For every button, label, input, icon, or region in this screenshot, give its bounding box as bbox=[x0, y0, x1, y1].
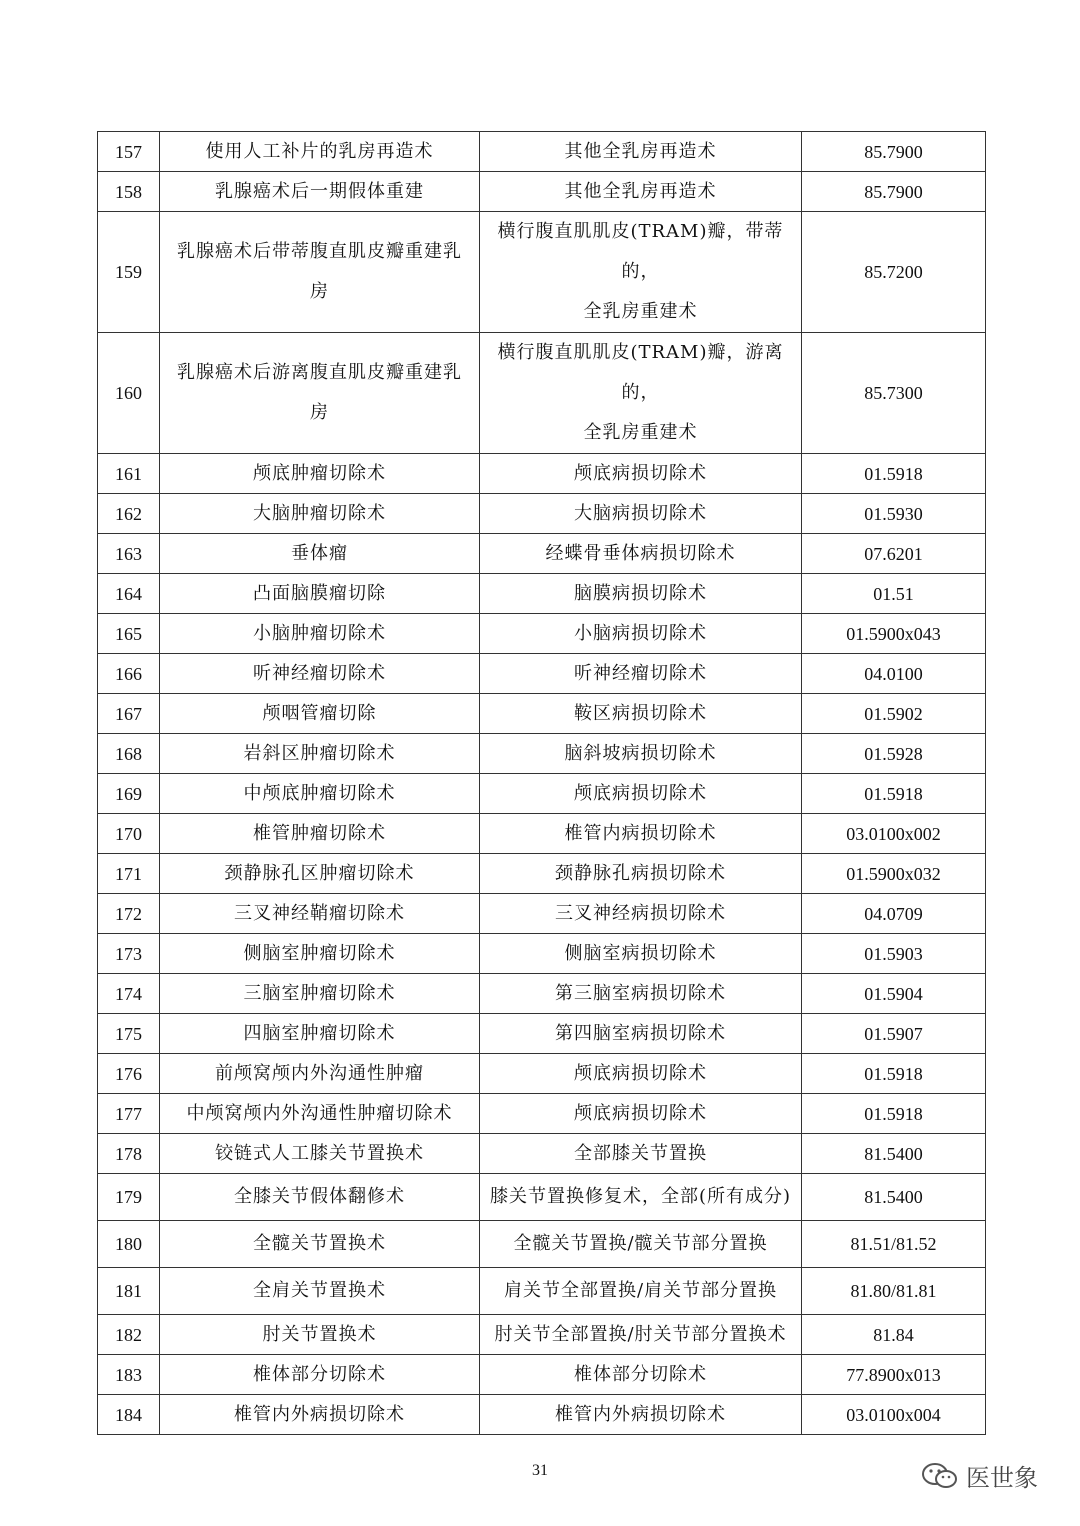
table-row bbox=[98, 574, 986, 614]
table-row bbox=[98, 774, 986, 814]
table-row bbox=[98, 172, 986, 212]
cell-operation-name-line: 颅底病损切除术 bbox=[574, 1062, 707, 1084]
cell-index: 168 bbox=[98, 734, 160, 774]
wechat-icon bbox=[920, 1461, 960, 1491]
cell-procedure-name-line: 前颅窝颅内外沟通性肿瘤 bbox=[215, 1062, 424, 1084]
cell-code: 85.7300 bbox=[802, 333, 986, 454]
cell-procedure-name bbox=[160, 894, 480, 934]
cell-code: 01.5930 bbox=[802, 494, 986, 534]
cell-operation-name bbox=[480, 1268, 802, 1315]
cell-procedure-name bbox=[160, 614, 480, 654]
cell-index: 174 bbox=[98, 974, 160, 1014]
cell-procedure-name-line: 铰链式人工膝关节置换术 bbox=[215, 1142, 424, 1164]
cell-index: 162 bbox=[98, 494, 160, 534]
cell-procedure-name bbox=[160, 1315, 480, 1355]
table-row bbox=[98, 614, 986, 654]
cell-index: 167 bbox=[98, 694, 160, 734]
cell-procedure-name-line: 小脑肿瘤切除术 bbox=[253, 622, 386, 644]
cell-code: 01.5903 bbox=[802, 934, 986, 974]
cell-operation-name bbox=[480, 1355, 802, 1395]
table-row bbox=[98, 934, 986, 974]
cell-code: 01.5900x032 bbox=[802, 854, 986, 894]
table-row bbox=[98, 1014, 986, 1054]
cell-procedure-name-line: 四脑室肿瘤切除术 bbox=[243, 1022, 396, 1044]
cell-operation-name bbox=[480, 1054, 802, 1094]
table-row bbox=[98, 694, 986, 734]
watermark-text: 医世象 bbox=[966, 1464, 1038, 1492]
cell-index: 160 bbox=[98, 333, 160, 454]
cell-index: 161 bbox=[98, 454, 160, 494]
cell-procedure-name-line: 颅咽管瘤切除 bbox=[262, 702, 377, 724]
cell-operation-name-line: 第四脑室病损切除术 bbox=[555, 1022, 726, 1044]
cell-procedure-name bbox=[160, 734, 480, 774]
cell-operation-name-line: 其他全乳房再造术 bbox=[564, 140, 717, 162]
table-row bbox=[98, 854, 986, 894]
cell-operation-name-line: 三叉神经病损切除术 bbox=[555, 902, 726, 924]
cell-procedure-name bbox=[160, 454, 480, 494]
table-row bbox=[98, 1134, 986, 1174]
cell-procedure-name-line: 大脑肿瘤切除术 bbox=[253, 502, 386, 524]
cell-code: 77.8900x013 bbox=[802, 1355, 986, 1395]
cell-operation-name bbox=[480, 934, 802, 974]
cell-code: 01.5918 bbox=[802, 774, 986, 814]
cell-procedure-name-line: 颈静脉孔区肿瘤切除术 bbox=[224, 862, 415, 884]
cell-operation-name bbox=[480, 894, 802, 934]
cell-operation-name bbox=[480, 654, 802, 694]
table-row bbox=[98, 1221, 986, 1268]
cell-operation-name bbox=[480, 1221, 802, 1268]
cell-procedure-name bbox=[160, 1221, 480, 1268]
cell-index: 164 bbox=[98, 574, 160, 614]
cell-operation-name bbox=[480, 814, 802, 854]
cell-procedure-name-line: 房 bbox=[310, 402, 329, 423]
cell-code: 01.5904 bbox=[802, 974, 986, 1014]
cell-index: 179 bbox=[98, 1174, 160, 1221]
cell-procedure-name-line: 椎体部分切除术 bbox=[253, 1363, 386, 1385]
cell-index: 175 bbox=[98, 1014, 160, 1054]
table-row bbox=[98, 734, 986, 774]
table-row bbox=[98, 814, 986, 854]
cell-operation-name bbox=[480, 1094, 802, 1134]
cell-code: 01.5918 bbox=[802, 1054, 986, 1094]
cell-procedure-name-line: 乳腺癌术后游离腹直肌皮瓣重建乳 bbox=[177, 362, 462, 383]
cell-operation-name-line: 椎管内病损切除术 bbox=[564, 822, 717, 844]
cell-operation-name-line: 颅底病损切除术 bbox=[574, 462, 707, 484]
table-row bbox=[98, 1174, 986, 1221]
cell-procedure-name bbox=[160, 1268, 480, 1315]
cell-procedure-name-line: 三叉神经鞘瘤切除术 bbox=[234, 902, 405, 924]
cell-code: 01.5900x043 bbox=[802, 614, 986, 654]
cell-procedure-name bbox=[160, 1395, 480, 1435]
cell-operation-name-line: 其他全乳房再造术 bbox=[564, 180, 717, 202]
cell-operation-name-line: 全部膝关节置换 bbox=[574, 1142, 707, 1164]
cell-operation-name bbox=[480, 132, 802, 172]
page-number: 31 bbox=[532, 1462, 548, 1479]
cell-procedure-name bbox=[160, 1355, 480, 1395]
cell-procedure-name-line: 全膝关节假体翻修术 bbox=[234, 1186, 405, 1207]
cell-code: 01.5902 bbox=[802, 694, 986, 734]
cell-operation-name-line: 颅底病损切除术 bbox=[574, 782, 707, 804]
cell-operation-name bbox=[480, 1174, 802, 1221]
cell-procedure-name-line: 垂体瘤 bbox=[291, 542, 348, 564]
table-row bbox=[98, 534, 986, 574]
cell-procedure-name-line: 椎管肿瘤切除术 bbox=[253, 822, 386, 844]
cell-procedure-name bbox=[160, 1014, 480, 1054]
cell-operation-name bbox=[480, 1315, 802, 1355]
table-row bbox=[98, 1395, 986, 1435]
cell-procedure-name bbox=[160, 1094, 480, 1134]
watermark bbox=[920, 1458, 1038, 1493]
cell-procedure-name bbox=[160, 494, 480, 534]
cell-procedure-name-line: 颅底肿瘤切除术 bbox=[253, 462, 386, 484]
cell-procedure-name bbox=[160, 172, 480, 212]
cell-procedure-name-line: 中颅底肿瘤切除术 bbox=[243, 782, 396, 804]
cell-index: 165 bbox=[98, 614, 160, 654]
cell-index: 169 bbox=[98, 774, 160, 814]
cell-index: 176 bbox=[98, 1054, 160, 1094]
cell-operation-name-line: 脑斜坡病损切除术 bbox=[564, 742, 717, 764]
cell-procedure-name bbox=[160, 854, 480, 894]
cell-index: 159 bbox=[98, 212, 160, 333]
table-body bbox=[98, 132, 986, 1435]
table-row bbox=[98, 894, 986, 934]
table-row bbox=[98, 654, 986, 694]
cell-operation-name-line: 肩关节全部置换/肩关节部分置换 bbox=[503, 1280, 778, 1301]
cell-operation-name-line: 横行腹直肌肌皮(TRAM)瓣，带蒂的， bbox=[497, 221, 784, 282]
cell-operation-name bbox=[480, 534, 802, 574]
cell-operation-name-line: 椎体部分切除术 bbox=[574, 1363, 707, 1385]
cell-code: 81.84 bbox=[802, 1315, 986, 1355]
cell-procedure-name bbox=[160, 1134, 480, 1174]
cell-index: 178 bbox=[98, 1134, 160, 1174]
cell-operation-name-line: 椎管内外病损切除术 bbox=[555, 1403, 726, 1425]
cell-procedure-name-line: 乳腺癌术后一期假体重建 bbox=[215, 180, 424, 202]
cell-procedure-name bbox=[160, 333, 480, 454]
cell-index: 181 bbox=[98, 1268, 160, 1315]
cell-procedure-name-line: 凸面脑膜瘤切除 bbox=[253, 582, 386, 604]
cell-code: 01.5918 bbox=[802, 1094, 986, 1134]
cell-procedure-name bbox=[160, 694, 480, 734]
cell-index: 184 bbox=[98, 1395, 160, 1435]
cell-operation-name bbox=[480, 333, 802, 454]
cell-code: 04.0100 bbox=[802, 654, 986, 694]
cell-operation-name bbox=[480, 172, 802, 212]
cell-procedure-name-line: 侧脑室肿瘤切除术 bbox=[243, 942, 396, 964]
cell-code: 01.51 bbox=[802, 574, 986, 614]
table-row bbox=[98, 1315, 986, 1355]
cell-code: 07.6201 bbox=[802, 534, 986, 574]
cell-operation-name bbox=[480, 734, 802, 774]
cell-index: 166 bbox=[98, 654, 160, 694]
cell-code: 81.5400 bbox=[802, 1174, 986, 1221]
cell-operation-name-line: 全乳房重建术 bbox=[583, 422, 698, 443]
table-row bbox=[98, 1268, 986, 1315]
cell-operation-name bbox=[480, 494, 802, 534]
cell-operation-name bbox=[480, 212, 802, 333]
cell-operation-name-line: 听神经瘤切除术 bbox=[574, 662, 707, 684]
cell-operation-name-line: 第三脑室病损切除术 bbox=[555, 982, 726, 1004]
cell-index: 173 bbox=[98, 934, 160, 974]
cell-operation-name bbox=[480, 614, 802, 654]
cell-operation-name-line: 经蝶骨垂体病损切除术 bbox=[545, 542, 736, 564]
cell-procedure-name-line: 三脑室肿瘤切除术 bbox=[243, 982, 396, 1004]
cell-operation-name bbox=[480, 1134, 802, 1174]
cell-index: 183 bbox=[98, 1355, 160, 1395]
cell-code: 01.5907 bbox=[802, 1014, 986, 1054]
cell-operation-name-line: 全髋关节置换/髋关节部分置换 bbox=[513, 1233, 768, 1254]
table-row bbox=[98, 1094, 986, 1134]
cell-code: 01.5928 bbox=[802, 734, 986, 774]
cell-procedure-name bbox=[160, 654, 480, 694]
cell-procedure-name bbox=[160, 1174, 480, 1221]
cell-procedure-name bbox=[160, 212, 480, 333]
cell-index: 182 bbox=[98, 1315, 160, 1355]
cell-procedure-name bbox=[160, 574, 480, 614]
cell-procedure-name-line: 中颅窝颅内外沟通性肿瘤切除术 bbox=[186, 1102, 453, 1124]
cell-operation-name bbox=[480, 774, 802, 814]
cell-index: 177 bbox=[98, 1094, 160, 1134]
cell-operation-name-line: 大脑病损切除术 bbox=[574, 502, 707, 524]
procedure-table bbox=[97, 131, 986, 1435]
cell-procedure-name bbox=[160, 1054, 480, 1094]
cell-procedure-name bbox=[160, 974, 480, 1014]
table-row bbox=[98, 1355, 986, 1395]
cell-index: 172 bbox=[98, 894, 160, 934]
table-row bbox=[98, 212, 986, 333]
cell-procedure-name-line: 全肩关节置换术 bbox=[253, 1280, 386, 1301]
cell-procedure-name-line: 乳腺癌术后带蒂腹直肌皮瓣重建乳 bbox=[177, 241, 462, 262]
cell-code: 03.0100x004 bbox=[802, 1395, 986, 1435]
cell-code: 85.7900 bbox=[802, 132, 986, 172]
cell-procedure-name bbox=[160, 774, 480, 814]
cell-operation-name-line: 侧脑室病损切除术 bbox=[564, 942, 717, 964]
cell-index: 171 bbox=[98, 854, 160, 894]
cell-procedure-name bbox=[160, 132, 480, 172]
cell-operation-name bbox=[480, 854, 802, 894]
cell-operation-name bbox=[480, 1014, 802, 1054]
cell-procedure-name-line: 岩斜区肿瘤切除术 bbox=[243, 742, 396, 764]
cell-operation-name-line: 颅底病损切除术 bbox=[574, 1102, 707, 1124]
cell-procedure-name-line: 肘关节置换术 bbox=[262, 1323, 377, 1345]
cell-operation-name-line: 横行腹直肌肌皮(TRAM)瓣，游离的， bbox=[497, 342, 784, 403]
table-row bbox=[98, 132, 986, 172]
cell-operation-name-line: 全乳房重建术 bbox=[583, 301, 698, 322]
cell-procedure-name-line: 房 bbox=[310, 281, 329, 302]
cell-operation-name bbox=[480, 1395, 802, 1435]
cell-operation-name-line: 鞍区病损切除术 bbox=[574, 702, 707, 724]
cell-procedure-name-line: 使用人工补片的乳房再造术 bbox=[205, 140, 434, 162]
cell-index: 180 bbox=[98, 1221, 160, 1268]
table-row bbox=[98, 1054, 986, 1094]
cell-operation-name bbox=[480, 454, 802, 494]
table-row bbox=[98, 494, 986, 534]
cell-code: 04.0709 bbox=[802, 894, 986, 934]
cell-code: 01.5918 bbox=[802, 454, 986, 494]
cell-operation-name-line: 肘关节全部置换/肘关节部分置换术 bbox=[494, 1323, 787, 1345]
cell-procedure-name bbox=[160, 534, 480, 574]
cell-index: 163 bbox=[98, 534, 160, 574]
cell-procedure-name bbox=[160, 814, 480, 854]
cell-code: 85.7200 bbox=[802, 212, 986, 333]
cell-operation-name bbox=[480, 694, 802, 734]
cell-procedure-name bbox=[160, 934, 480, 974]
cell-procedure-name-line: 听神经瘤切除术 bbox=[253, 662, 386, 684]
cell-operation-name-line: 颈静脉孔病损切除术 bbox=[555, 862, 726, 884]
table-row bbox=[98, 333, 986, 454]
cell-operation-name bbox=[480, 574, 802, 614]
cell-operation-name bbox=[480, 974, 802, 1014]
cell-code: 85.7900 bbox=[802, 172, 986, 212]
cell-code: 03.0100x002 bbox=[802, 814, 986, 854]
table-row bbox=[98, 974, 986, 1014]
cell-index: 170 bbox=[98, 814, 160, 854]
cell-index: 157 bbox=[98, 132, 160, 172]
cell-operation-name-line: 膝关节置换修复术，全部(所有成分) bbox=[489, 1186, 792, 1207]
cell-operation-name-line: 小脑病损切除术 bbox=[574, 622, 707, 644]
cell-code: 81.80/81.81 bbox=[802, 1268, 986, 1315]
cell-code: 81.51/81.52 bbox=[802, 1221, 986, 1268]
cell-code: 81.5400 bbox=[802, 1134, 986, 1174]
cell-procedure-name-line: 椎管内外病损切除术 bbox=[234, 1403, 405, 1425]
cell-index: 158 bbox=[98, 172, 160, 212]
table-row bbox=[98, 454, 986, 494]
cell-procedure-name-line: 全髋关节置换术 bbox=[253, 1233, 386, 1254]
cell-operation-name-line: 脑膜病损切除术 bbox=[574, 582, 707, 604]
